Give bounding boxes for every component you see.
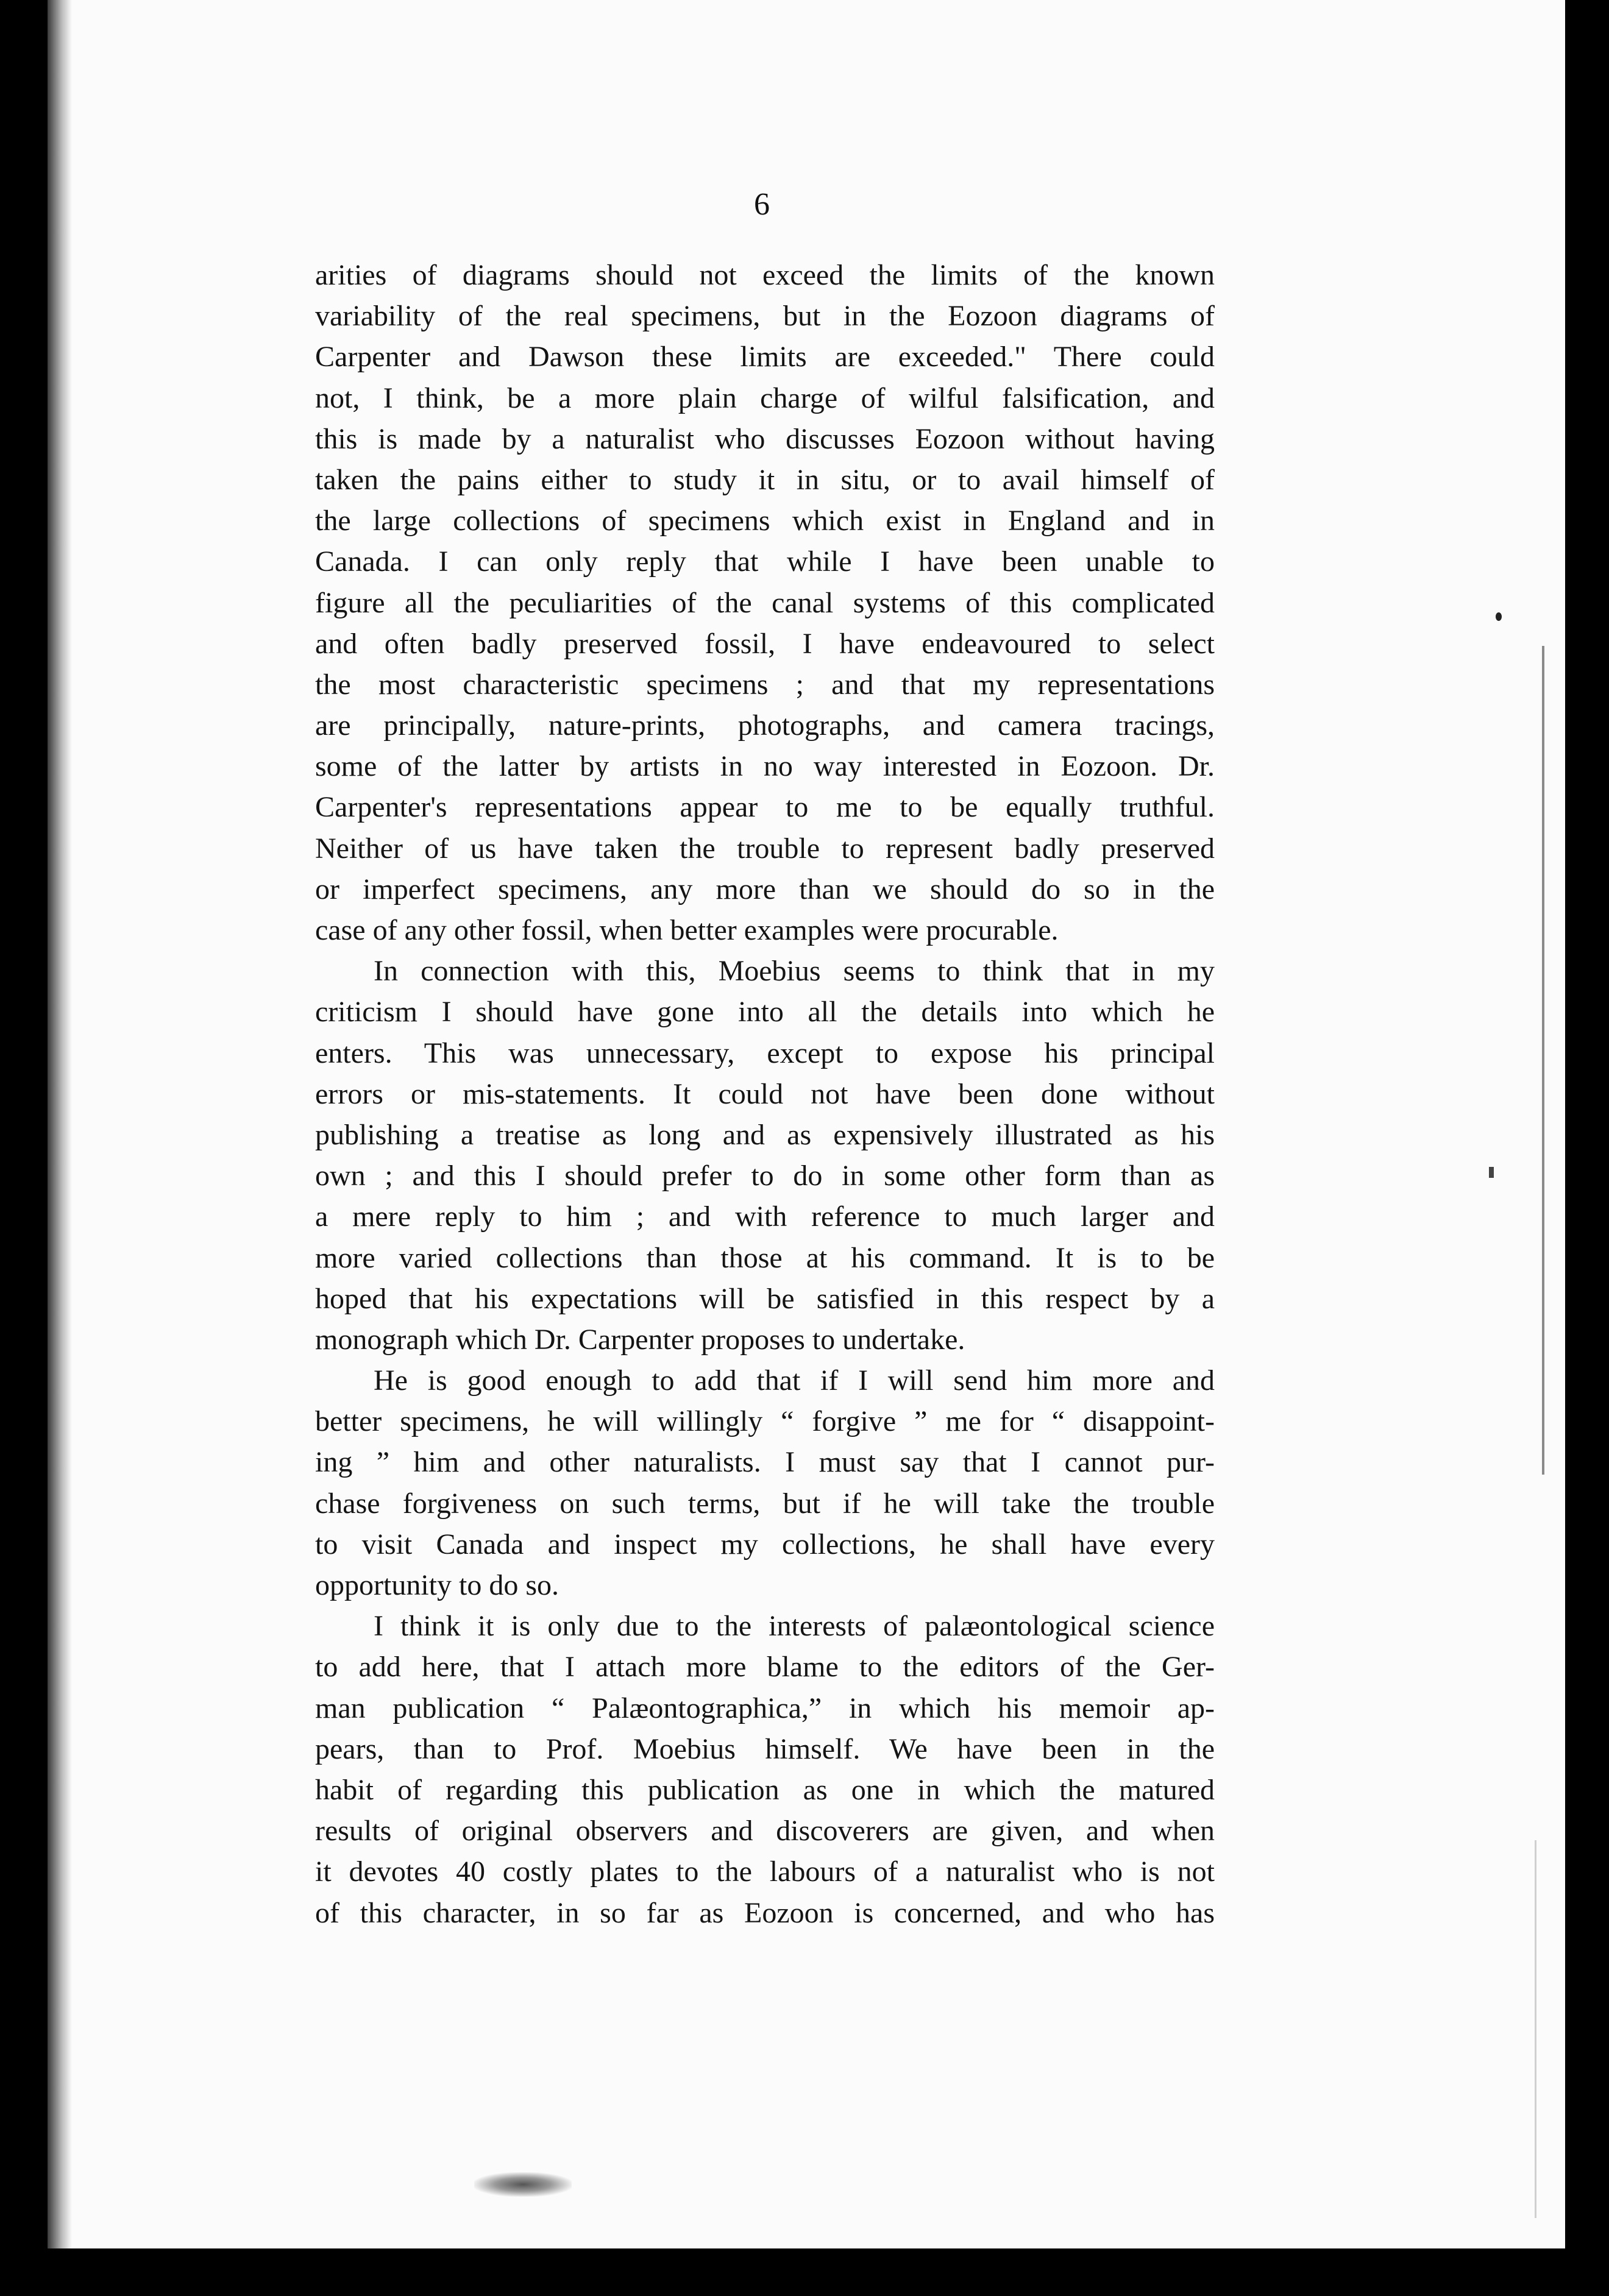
text-line: to visit Canada and inspect my collections, he shall have every bbox=[315, 1528, 1215, 1561]
text-line: errors or mis-statements. It could not have been done without bbox=[315, 1077, 1215, 1110]
text-line: not, I think, be a more plain charge of wilful falsification, and bbox=[315, 381, 1215, 414]
text-line: enters. This was unnecessary, except to expose his principal bbox=[315, 1036, 1215, 1069]
text-line: He is good enough to add that if I will send him more and bbox=[374, 1364, 1215, 1397]
text-line: Canada. I can only reply that while I have been unable to bbox=[315, 545, 1215, 578]
text-line: Carpenter and Dawson these limits are exceeded." There could bbox=[315, 341, 1215, 374]
text-line: Carpenter's representations appear to me to be equally truthful. bbox=[315, 791, 1215, 824]
scan-smudge bbox=[474, 2172, 572, 2197]
text-line: the large collections of specimens which exist in England and in bbox=[315, 505, 1215, 537]
text-line: criticism I should have gone into all the details into which he bbox=[315, 996, 1215, 1029]
body-text bbox=[315, 255, 1215, 1933]
text-line: pears, than to Prof. Moebius himself. We have been in the bbox=[315, 1732, 1215, 1765]
page-edge-line-lower bbox=[1535, 1840, 1536, 2218]
text-line: publishing a treatise as long and as expensively illustrated as his bbox=[315, 1118, 1215, 1151]
text-line: a mere reply to him ; and with reference to much larger and bbox=[315, 1200, 1215, 1233]
text-line: own ; and this I should prefer to do in some other form than as bbox=[315, 1160, 1215, 1192]
text-line: arities of diagrams should not exceed the limits of the known bbox=[315, 259, 1215, 291]
text-line: I think it is only due to the interests of palæontological science bbox=[374, 1610, 1215, 1643]
text-line: In connection with this, Moebius seems to think that in my bbox=[374, 955, 1215, 988]
text-line: results of original observers and discoverers are given, and when bbox=[315, 1815, 1215, 1848]
text-line: the most characteristic specimens ; and that my representations bbox=[315, 668, 1215, 701]
text-line: some of the latter by artists in no way interested in Eozoon. Dr. bbox=[315, 750, 1215, 783]
page-number: 6 bbox=[754, 187, 770, 222]
text-line: figure all the peculiarities of the canal systems of this complicated bbox=[315, 586, 1215, 619]
page-edge-line bbox=[1542, 646, 1544, 1475]
text-line: and often badly preserved fossil, I have endeavoured to select bbox=[315, 627, 1215, 660]
text-line: variability of the real specimens, but in the Eozoon diagrams of bbox=[315, 300, 1215, 333]
text-line: ing ” him and other naturalists. I must say that I cannot pur- bbox=[315, 1446, 1215, 1479]
text-line: taken the pains either to study it in situ, or to avail himself of bbox=[315, 463, 1215, 496]
text-line: opportunity to do so. bbox=[315, 1569, 559, 1601]
text-line: better specimens, he will willingly “ forgive ” me for “ disappoint- bbox=[315, 1405, 1215, 1438]
text-line: case of any other fossil, when better examples were procurable. bbox=[315, 914, 1059, 946]
text-line: hoped that his expectations will be satisfied in this respect by a bbox=[315, 1282, 1215, 1315]
text-line: chase forgiveness on such terms, but if he will take the trouble bbox=[315, 1487, 1215, 1520]
text-line: habit of regarding this publication as one in which the matured bbox=[315, 1773, 1215, 1806]
text-line: man publication “ Palæontographica,” in which his memoir ap- bbox=[315, 1692, 1215, 1724]
text-line: this is made by a naturalist who discusses Eozoon without having bbox=[315, 422, 1215, 455]
text-line: Neither of us have taken the trouble to represent badly preserved bbox=[315, 832, 1215, 865]
text-line: are principally, nature-prints, photographs, and camera tracings, bbox=[315, 709, 1215, 742]
text-line: more varied collections than those at his command. It is to be bbox=[315, 1241, 1215, 1274]
scan-speck bbox=[1489, 1167, 1494, 1178]
scan-speck bbox=[1496, 612, 1502, 621]
text-line: to add here, that I attach more blame to the editors of the Ger- bbox=[315, 1651, 1215, 1684]
binding-shadow bbox=[48, 0, 72, 2248]
text-line: of this character, in so far as Eozoon is concerned, and who has bbox=[315, 1896, 1215, 1929]
text-line: or imperfect specimens, any more than we should do so in the bbox=[315, 873, 1215, 905]
text-line: it devotes 40 costly plates to the labours of a naturalist who is not bbox=[315, 1855, 1215, 1888]
text-line: monograph which Dr. Carpenter proposes to undertake. bbox=[315, 1323, 965, 1356]
